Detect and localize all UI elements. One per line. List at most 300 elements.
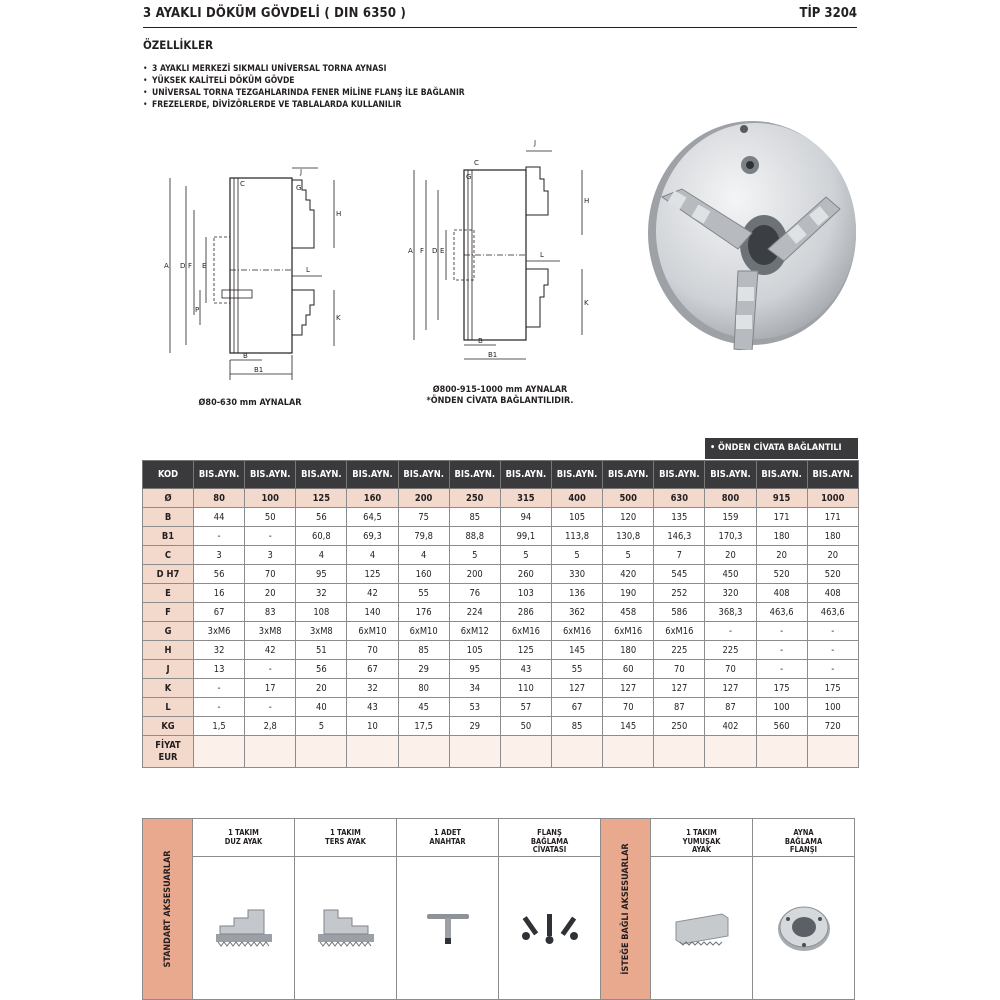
dim-label-c: C: [474, 159, 479, 167]
dim-label-d: D: [432, 247, 438, 255]
table-cell: 70: [347, 641, 398, 660]
table-cell: -: [705, 622, 756, 641]
dim-label-l: L: [306, 266, 310, 274]
table-cell: 79,8: [398, 527, 449, 546]
table-cell: 180: [807, 527, 858, 546]
table-cell: 225: [654, 641, 705, 660]
right-drawing-caption: [400, 385, 600, 407]
optional-accessories-label: İSTEĞE BAĞLI AKSESUARLAR: [620, 843, 631, 975]
table-cell: 180: [603, 641, 654, 660]
table-cell: 20: [705, 546, 756, 565]
table-cell: -: [194, 698, 245, 717]
table-cell: 87: [654, 698, 705, 717]
table-cell: 70: [603, 698, 654, 717]
table-cell: 127: [654, 679, 705, 698]
table-cell: 125: [347, 565, 398, 584]
table-cell: 51: [296, 641, 347, 660]
table-cell: 145: [603, 717, 654, 736]
accessory-label-line: AYAK: [691, 845, 712, 854]
column-header-kod: KOD: [143, 461, 194, 489]
row-label: B: [143, 508, 194, 527]
reverse-jaw-icon: [295, 857, 396, 999]
product-type-code: TİP 3204: [799, 6, 857, 21]
dim-label-g: G: [296, 184, 302, 192]
chuck-drawing-small: [150, 150, 350, 385]
table-cell: 32: [194, 641, 245, 660]
table-cell: 67: [551, 698, 602, 717]
price-label-line1: FİYAT: [155, 739, 181, 751]
mounting-flange-icon: [753, 857, 854, 999]
right-caption-line1: Ø800-915-1000 mm AYNALAR: [432, 385, 568, 395]
row-label: D H7: [143, 565, 194, 584]
accessory-label: [651, 819, 752, 857]
feature-item: • 3 AYAKLI MERKEZİ SIKMALI UNİVERSAL TORNA AYNASI: [143, 63, 465, 75]
accessory-label-line: DUZ AYAK: [224, 836, 263, 846]
accessory-label-line: 1 TAKIM: [330, 828, 361, 837]
table-cell: 3xM6: [194, 622, 245, 641]
dim-label-e: E: [202, 262, 207, 270]
column-header: BIS.AYN.: [245, 461, 296, 489]
table-cell: 4: [347, 546, 398, 565]
table-cell: 42: [347, 584, 398, 603]
table-cell: 6xM16: [654, 622, 705, 641]
accessory-item: [193, 818, 295, 1000]
table-cell: 43: [500, 660, 551, 679]
table-cell: 20: [807, 546, 858, 565]
table-cell: 130,8: [603, 527, 654, 546]
standard-accessories: [142, 818, 601, 1000]
table-cell: 250: [449, 489, 500, 508]
chuck-key-icon: [397, 857, 498, 999]
table-cell: -: [194, 527, 245, 546]
price-cell: [347, 736, 398, 768]
table-cell: 408: [807, 584, 858, 603]
straight-jaw-icon: [193, 857, 294, 999]
dim-label-j: J: [300, 168, 303, 176]
features-heading: ÖZELLİKLER: [143, 38, 214, 52]
table-cell: 108: [296, 603, 347, 622]
table-cell: 146,3: [654, 527, 705, 546]
table-cell: 170,3: [705, 527, 756, 546]
feature-item: • FREZELERDE, DİVİZÖRLERDE VE TABLALARDA KULLANILIR: [143, 99, 465, 111]
price-cell: [398, 736, 449, 768]
column-header: BIS.AYN.: [603, 461, 654, 489]
table-cell: 110: [500, 679, 551, 698]
price-cell: [654, 736, 705, 768]
dim-label-k: K: [584, 299, 589, 307]
accessory-item: [651, 818, 753, 1000]
table-cell: 6xM10: [347, 622, 398, 641]
column-header: BIS.AYN.: [194, 461, 245, 489]
table-cell: 42: [245, 641, 296, 660]
spec-table: [142, 460, 859, 768]
table-cell: 53: [449, 698, 500, 717]
dim-label-h: H: [336, 210, 342, 218]
table-cell: 5: [551, 546, 602, 565]
table-cell: 70: [705, 660, 756, 679]
table-cell: 94: [500, 508, 551, 527]
table-cell: 56: [296, 508, 347, 527]
row-label: L: [143, 698, 194, 717]
table-cell: 250: [654, 717, 705, 736]
table-cell: 315: [500, 489, 551, 508]
table-cell: 5: [500, 546, 551, 565]
table-cell: 368,3: [705, 603, 756, 622]
table-cell: 171: [756, 508, 807, 527]
table-cell: 1,5: [194, 717, 245, 736]
table-cell: 44: [194, 508, 245, 527]
table-cell: 586: [654, 603, 705, 622]
table-cell: 13: [194, 660, 245, 679]
accessory-label-line: CİVATASI: [532, 845, 567, 854]
table-row: [143, 717, 859, 736]
table-cell: 6xM16: [500, 622, 551, 641]
table-cell: 56: [296, 660, 347, 679]
accessory-item: [753, 818, 855, 1000]
table-cell: -: [807, 641, 858, 660]
accessory-label: [397, 819, 498, 857]
dim-label-f: F: [188, 262, 193, 270]
table-cell: 190: [603, 584, 654, 603]
table-cell: 17: [245, 679, 296, 698]
table-cell: 175: [807, 679, 858, 698]
table-cell: 463,6: [756, 603, 807, 622]
accessory-item: [397, 818, 499, 1000]
price-cell: [449, 736, 500, 768]
table-cell: 80: [398, 679, 449, 698]
table-cell: 95: [449, 660, 500, 679]
table-cell: 95: [296, 565, 347, 584]
column-header: BIS.AYN.: [449, 461, 500, 489]
table-cell: 85: [551, 717, 602, 736]
table-cell: 180: [756, 527, 807, 546]
price-cell: [551, 736, 602, 768]
table-row: [143, 603, 859, 622]
accessory-label-line: ANAHTAR: [429, 836, 466, 846]
optional-accessories-tab: [600, 818, 651, 1000]
column-header: BIS.AYN.: [807, 461, 858, 489]
table-cell: 420: [603, 565, 654, 584]
table-cell: 64,5: [347, 508, 398, 527]
table-cell: 400: [551, 489, 602, 508]
dim-label-j: J: [534, 139, 537, 147]
table-cell: 3xM8: [296, 622, 347, 641]
accessory-label-line: BAĞLAMA: [530, 836, 569, 846]
table-cell: 20: [245, 584, 296, 603]
table-cell: 330: [551, 565, 602, 584]
table-cell: 45: [398, 698, 449, 717]
table-cell: 7: [654, 546, 705, 565]
table-cell: 32: [296, 584, 347, 603]
table-cell: 70: [654, 660, 705, 679]
table-cell: 34: [449, 679, 500, 698]
dim-label-h: H: [584, 197, 590, 205]
table-cell: -: [807, 660, 858, 679]
table-cell: 520: [807, 565, 858, 584]
price-row: [143, 736, 859, 768]
table-cell: 1000: [807, 489, 858, 508]
accessory-label: [499, 819, 600, 857]
right-caption-line2: *ÖNDEN CİVATA BAĞLANTILIDIR.: [426, 396, 574, 406]
table-cell: 10: [347, 717, 398, 736]
accessory-item: [295, 818, 397, 1000]
price-cell: [245, 736, 296, 768]
table-row: [143, 679, 859, 698]
table-row: [143, 565, 859, 584]
dim-label-b: B: [243, 352, 248, 360]
table-cell: 120: [603, 508, 654, 527]
table-cell: 630: [654, 489, 705, 508]
table-cell: 100: [807, 698, 858, 717]
dim-label-p: P: [195, 306, 200, 314]
accessory-label-line: FLANŞI: [789, 845, 818, 854]
row-label: H: [143, 641, 194, 660]
table-cell: 260: [500, 565, 551, 584]
table-cell: 20: [756, 546, 807, 565]
table-cell: 88,8: [449, 527, 500, 546]
row-label: G: [143, 622, 194, 641]
price-label-line2: EUR: [158, 751, 178, 763]
table-cell: 402: [705, 717, 756, 736]
column-header: BIS.AYN.: [756, 461, 807, 489]
price-cell: [296, 736, 347, 768]
row-label: Ø: [143, 489, 194, 508]
accessory-label-line: TERS AYAK: [325, 836, 366, 846]
table-cell: 83: [245, 603, 296, 622]
accessory-label-line: AYNA: [793, 828, 814, 837]
table-cell: 720: [807, 717, 858, 736]
dim-label-a: A: [408, 247, 413, 255]
table-cell: 545: [654, 565, 705, 584]
standard-accessories-label: STANDART AKSESUARLAR: [162, 850, 173, 968]
table-cell: 29: [398, 660, 449, 679]
price-cell: [756, 736, 807, 768]
standard-accessories-tab: [142, 818, 193, 1000]
table-row: [143, 698, 859, 717]
table-cell: -: [756, 622, 807, 641]
table-cell: 6xM16: [551, 622, 602, 641]
page-title: 3 AYAKLI DÖKÜM GÖVDELİ ( DIN 6350 ): [143, 6, 407, 21]
dim-label-d: D: [180, 262, 186, 270]
table-cell: 16: [194, 584, 245, 603]
price-cell: [705, 736, 756, 768]
table-cell: 6xM16: [603, 622, 654, 641]
table-row: [143, 584, 859, 603]
dim-label-l: L: [540, 251, 544, 259]
dim-label-f: F: [420, 247, 425, 255]
table-cell: 5: [449, 546, 500, 565]
column-header: BIS.AYN.: [654, 461, 705, 489]
table-cell: 200: [398, 489, 449, 508]
table-cell: -: [245, 698, 296, 717]
table-cell: 225: [705, 641, 756, 660]
table-cell: 3: [245, 546, 296, 565]
table-cell: -: [194, 679, 245, 698]
table-cell: 160: [398, 565, 449, 584]
price-cell: [194, 736, 245, 768]
dim-label-a: A: [164, 262, 169, 270]
table-cell: 100: [756, 698, 807, 717]
price-cell: [807, 736, 858, 768]
table-cell: 70: [245, 565, 296, 584]
row-label: F: [143, 603, 194, 622]
table-cell: 50: [245, 508, 296, 527]
dim-label-e: E: [440, 247, 445, 255]
dim-label-b1: B1: [488, 351, 498, 359]
table-cell: 175: [756, 679, 807, 698]
column-header: BIS.AYN.: [551, 461, 602, 489]
accessory-label-line: 1 ADET: [433, 828, 462, 837]
table-cell: 105: [551, 508, 602, 527]
price-cell: [603, 736, 654, 768]
table-cell: 5: [296, 717, 347, 736]
table-cell: 6xM12: [449, 622, 500, 641]
table-cell: 103: [500, 584, 551, 603]
table-cell: 408: [756, 584, 807, 603]
table-cell: 55: [551, 660, 602, 679]
spec-table-body: [143, 489, 859, 768]
soft-jaw-icon: [651, 857, 752, 999]
table-row: [143, 622, 859, 641]
table-cell: 560: [756, 717, 807, 736]
row-label: K: [143, 679, 194, 698]
accessory-label-line: 1 TAKIM: [686, 828, 717, 837]
table-cell: 127: [551, 679, 602, 698]
table-cell: 55: [398, 584, 449, 603]
feature-item: • YÜKSEK KALİTELİ DÖKÜM GÖVDE: [143, 75, 465, 87]
column-header: BIS.AYN.: [296, 461, 347, 489]
table-cell: 29: [449, 717, 500, 736]
table-cell: 136: [551, 584, 602, 603]
table-cell: 67: [194, 603, 245, 622]
accessory-label: [193, 819, 294, 857]
table-cell: 60,8: [296, 527, 347, 546]
table-cell: 140: [347, 603, 398, 622]
table-cell: 80: [194, 489, 245, 508]
front-bolt-note: • ÖNDEN CİVATA BAĞLANTILI: [705, 438, 858, 459]
table-cell: -: [756, 641, 807, 660]
accessory-item: [499, 818, 601, 1000]
dim-label-k: K: [336, 314, 341, 322]
flange-bolts-icon: [499, 857, 600, 999]
table-cell: 17,5: [398, 717, 449, 736]
table-row: [143, 660, 859, 679]
table-cell: 176: [398, 603, 449, 622]
table-cell: -: [245, 527, 296, 546]
column-header: BIS.AYN.: [398, 461, 449, 489]
table-cell: 57: [500, 698, 551, 717]
table-cell: 20: [296, 679, 347, 698]
table-cell: 3xM8: [245, 622, 296, 641]
features-list: [143, 63, 465, 111]
table-cell: 252: [654, 584, 705, 603]
table-cell: 3: [194, 546, 245, 565]
table-cell: 800: [705, 489, 756, 508]
table-cell: 4: [398, 546, 449, 565]
table-cell: 125: [500, 641, 551, 660]
left-drawing-caption: Ø80-630 mm AYNALAR: [198, 398, 302, 408]
table-cell: 520: [756, 565, 807, 584]
table-cell: 224: [449, 603, 500, 622]
table-cell: 463,6: [807, 603, 858, 622]
price-label: [143, 736, 194, 768]
accessory-label-line: 1 TAKIM: [228, 828, 259, 837]
table-cell: 75: [398, 508, 449, 527]
table-row: [143, 489, 859, 508]
table-row: [143, 641, 859, 660]
row-label: J: [143, 660, 194, 679]
table-cell: 40: [296, 698, 347, 717]
table-cell: 362: [551, 603, 602, 622]
row-label: B1: [143, 527, 194, 546]
column-header: BIS.AYN.: [500, 461, 551, 489]
accessory-label-line: YUMUŞAK: [682, 836, 721, 846]
table-cell: 159: [705, 508, 756, 527]
table-cell: 85: [398, 641, 449, 660]
table-cell: 60: [603, 660, 654, 679]
table-cell: 67: [347, 660, 398, 679]
chuck-photo: [640, 115, 860, 350]
row-label: KG: [143, 717, 194, 736]
table-cell: 85: [449, 508, 500, 527]
table-cell: -: [245, 660, 296, 679]
table-cell: 100: [245, 489, 296, 508]
table-cell: 2,8: [245, 717, 296, 736]
table-cell: 135: [654, 508, 705, 527]
table-cell: 105: [449, 641, 500, 660]
table-row: [143, 546, 859, 565]
table-cell: 286: [500, 603, 551, 622]
table-cell: 171: [807, 508, 858, 527]
table-cell: 69,3: [347, 527, 398, 546]
column-header: BIS.AYN.: [347, 461, 398, 489]
table-cell: 99,1: [500, 527, 551, 546]
table-cell: 200: [449, 565, 500, 584]
table-cell: 127: [603, 679, 654, 698]
table-cell: 145: [551, 641, 602, 660]
table-cell: 915: [756, 489, 807, 508]
price-cell: [500, 736, 551, 768]
table-cell: 87: [705, 698, 756, 717]
table-cell: 125: [296, 489, 347, 508]
optional-accessories: [600, 818, 858, 1000]
chuck-drawing-large: [400, 135, 600, 370]
table-cell: 5: [603, 546, 654, 565]
table-cell: 450: [705, 565, 756, 584]
table-cell: 4: [296, 546, 347, 565]
accessory-label: [295, 819, 396, 857]
dim-label-g: G: [466, 173, 472, 181]
dim-label-b: B: [478, 337, 483, 345]
accessory-label-line: FLANŞ: [537, 828, 562, 837]
table-cell: -: [807, 622, 858, 641]
table-cell: 43: [347, 698, 398, 717]
table-row: [143, 527, 859, 546]
table-cell: 500: [603, 489, 654, 508]
row-label: C: [143, 546, 194, 565]
title-divider: [143, 27, 857, 28]
table-cell: 160: [347, 489, 398, 508]
table-cell: 320: [705, 584, 756, 603]
table-cell: 56: [194, 565, 245, 584]
table-cell: 6xM10: [398, 622, 449, 641]
column-header: BIS.AYN.: [705, 461, 756, 489]
accessory-label: [753, 819, 854, 857]
dim-label-b1: B1: [254, 366, 264, 374]
row-label: E: [143, 584, 194, 603]
table-cell: 76: [449, 584, 500, 603]
table-cell: 113,8: [551, 527, 602, 546]
